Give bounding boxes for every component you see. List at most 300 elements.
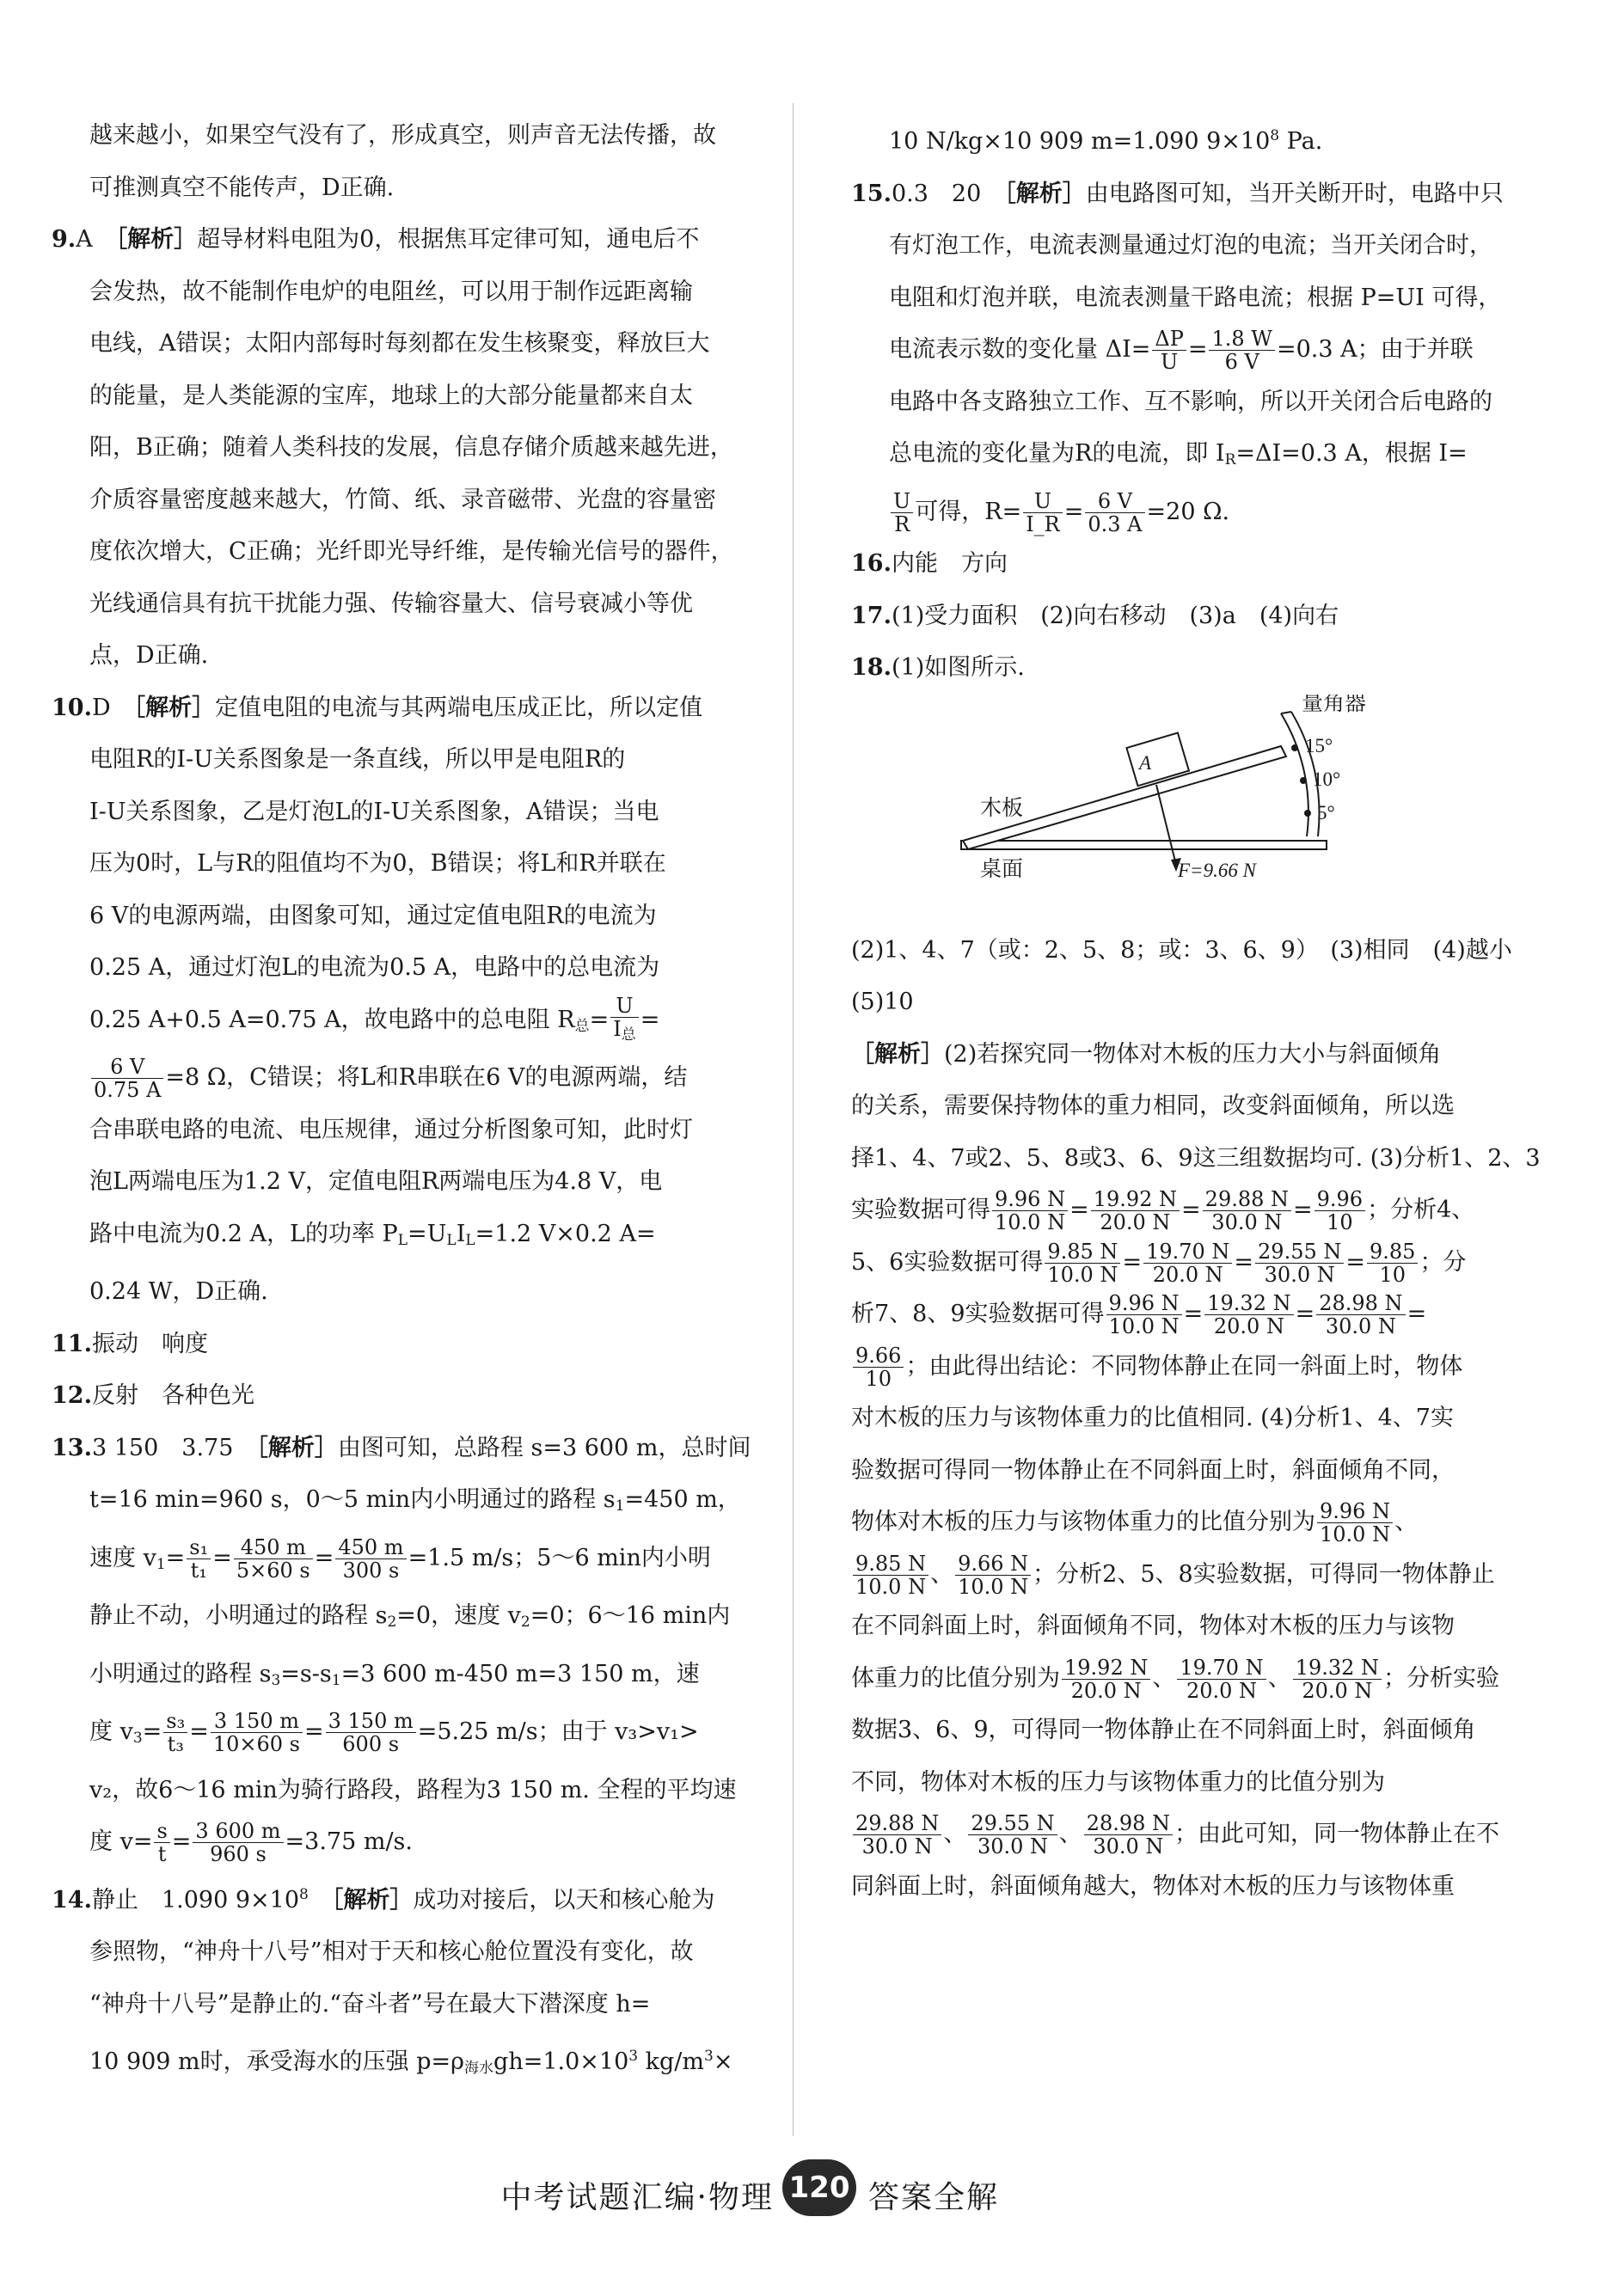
text-line: [52, 1649, 739, 1707]
subscript: 2: [520, 1614, 530, 1631]
subscript: 总: [621, 1026, 636, 1044]
force-arrow: [1156, 785, 1176, 865]
text-fragment: 可得，R=: [915, 498, 1022, 525]
numerator: 29.88 N: [1203, 1188, 1291, 1211]
item-number: 13.: [52, 1434, 92, 1461]
subscript: L: [446, 1231, 457, 1249]
text-fragment: t=16 min=960 s，0～5 min内小明通过的路程 s: [89, 1486, 616, 1513]
subscript: L: [397, 1231, 408, 1249]
fraction: [955, 1552, 1031, 1598]
text-line: 数据3、6、9，可得同一物体静止在不同斜面上时，斜面倾角: [851, 1717, 1476, 1743]
text-line: $\frac{9.85 N}{10.0 N}$ 、 $\frac{9.66 N}{10.0 N}$ ；分析2、5、8实验数据，可得同一物体静止: [851, 1549, 1513, 1601]
fraction: [211, 1710, 303, 1755]
text-fragment: =450 m，: [624, 1486, 741, 1513]
denominator: 20.0 N: [1152, 1262, 1223, 1287]
denominator: I_R: [1026, 511, 1060, 536]
text-line: 点，D正确.: [89, 642, 209, 669]
angle-5-label: 5°: [1317, 801, 1335, 824]
text-fragment: 析7、8、9实验数据可得: [851, 1301, 1105, 1327]
denominator: 10.0 N: [958, 1574, 1029, 1599]
item-number: 17.: [851, 602, 892, 629]
text-line: 电流表示数的变化量 ΔI= $\frac{\Delta P}{U}$ = $\frac{1.8 W}{6 V}$ =0.3 A；由于并联: [889, 327, 1474, 374]
fraction: [1316, 1292, 1405, 1338]
fraction: [1091, 1188, 1180, 1234]
answer-value: 0.3 20: [891, 180, 982, 207]
text-fragment: gh=1.0×10: [493, 2048, 629, 2075]
text-fragment: 总电流的变化量为R的电流，即 I: [889, 440, 1225, 467]
answer-item-12: [52, 1370, 739, 1423]
analysis-tag: ［解析］: [851, 1040, 944, 1068]
text-fragment: kg/m: [638, 2048, 705, 2075]
item-number: 11.: [52, 1330, 92, 1357]
numerator: 3 150 m: [211, 1710, 303, 1733]
fraction: [1315, 1188, 1365, 1234]
answer-value: 静止 1.090 9×10: [91, 1886, 300, 1914]
book-title: 中考试题汇编·物理: [500, 2180, 774, 2215]
text-line: 0.25 A，通过灯泡L的电流为0.5 A，电路中的总电流为: [89, 954, 660, 981]
fraction: [193, 1820, 283, 1865]
text-fragment: I: [456, 1220, 466, 1247]
text-line: 对木板的压力与该物体重力的比值相同. (4)分析1、4、7实: [851, 1405, 1454, 1431]
text-fragment: 静止不动，小明通过的路程 s: [89, 1602, 388, 1629]
text-fragment: 10 909 m时，承受海水的压强 p=ρ: [89, 2048, 465, 2075]
protractor-arc: [1281, 713, 1308, 836]
fraction: [610, 995, 638, 1046]
numerator: U: [610, 995, 638, 1018]
text-line: [52, 214, 739, 266]
text-line: 实验数据可得 $\frac{9.96 N}{10.0 N}$ = $\frac{19.92 N}{20.0 N}$ = $\frac{29.88 N}{30.0 N}$ = $\frac{9.96}{10}$ ；分析4、: [851, 1187, 1475, 1234]
text-fragment: 实验数据可得: [851, 1197, 990, 1223]
text-fragment: ；由此得出结论：不同物体静止在同一斜面上时，物体: [905, 1352, 1463, 1380]
answer-item-17: [851, 591, 1513, 643]
section-title: 答案全解: [868, 2180, 1000, 2215]
numerator: 19.32 N: [1293, 1656, 1382, 1680]
fraction: [1255, 1240, 1344, 1286]
text-line: 泡L两端电压为1.2 V，定值电阻R两端电压为4.8 V，电: [89, 1168, 663, 1195]
subscript: 总: [574, 1017, 590, 1035]
numerator: 19.92 N: [1062, 1656, 1150, 1680]
superscript: 8: [299, 1885, 309, 1903]
text-fragment: =0.3 A；由于并联: [1276, 336, 1474, 363]
numerator: 9.96 N: [992, 1188, 1068, 1211]
subscript: 3: [271, 1671, 281, 1689]
text-line: $\frac{29.88 N}{30.0 N}$ 、 $\frac{29.55 N}{30.0 N}$ 、 $\frac{28.98 N}{30.0 N}$ ；由此可知，同一物体静止在不: [851, 1809, 1513, 1861]
text-line: “神舟十八号”是静止的.“奋斗者”号在最大下潜深度 h=: [89, 1990, 651, 2018]
text-line: [52, 683, 739, 735]
item-number: 16.: [851, 550, 892, 577]
numerator: 9.85: [1367, 1240, 1418, 1264]
text-fragment: Pa.: [1279, 128, 1323, 155]
answer-item-9: [52, 214, 739, 683]
text-line: [851, 1029, 1513, 1081]
denominator: 10: [865, 1366, 892, 1391]
numerator: ΔP: [1152, 328, 1186, 351]
text-line: 6 V的电源两端，由图象可知，通过定值电阻R的电流为: [89, 902, 657, 929]
text-line: 的关系，需要保持物体的重力相同，改变斜面倾角，所以选: [851, 1093, 1455, 1119]
text-line: 的能量，是人类能源的宝库，地球上的大部分能量都来自太: [89, 382, 693, 409]
numerator: 19.70 N: [1143, 1240, 1232, 1264]
denominator: 20.0 N: [1186, 1678, 1258, 1703]
text-fragment: =: [1406, 1301, 1427, 1327]
numerator: 3 600 m: [193, 1820, 283, 1843]
superscript: 3: [628, 2048, 639, 2065]
text-line: 电阻R的I-U关系图象是一条直线，所以甲是电阻R的: [89, 746, 626, 773]
denominator: 10.0 N: [995, 1210, 1066, 1234]
symbol: I: [613, 1017, 622, 1041]
text-fragment: 电流表示数的变化量 ΔI=: [889, 336, 1151, 363]
numerator: 19.32 N: [1204, 1292, 1293, 1315]
answer-item-16: [851, 538, 1513, 591]
denominator: 10.0 N: [1047, 1262, 1118, 1287]
denominator: t: [157, 1842, 167, 1866]
desk-surface: [961, 841, 1327, 849]
fraction: [1204, 1292, 1293, 1338]
text-line: $\frac{U}{R}$ 可得，R= $\frac{U}{I\_R}$ = $\frac{6 V}{0.3 A}$ =20 Ω.: [851, 487, 1513, 539]
analysis-tag: ［解析］: [256, 1434, 338, 1461]
text-line: [851, 1341, 1513, 1393]
page-footer: [0, 2158, 1624, 2226]
denominator: R: [894, 511, 910, 536]
text-fragment: =: [640, 1006, 660, 1033]
text-fragment: 10 N/kg×10 909 m=1.090 9×10: [889, 128, 1271, 155]
denominator: 30.0 N: [1325, 1314, 1396, 1338]
fraction: [1106, 1292, 1182, 1338]
text-line: 会发热，故不能制作电炉的电阻丝，可以用于制作远距离输: [89, 278, 693, 305]
subscript: 1: [156, 1555, 166, 1573]
answer-value: (1)受力面积 (2)向右移动 (3)a (4)向右: [891, 602, 1339, 629]
text-line: 电路中各支路独立工作、互不影响，所以开关闭合后电路的: [889, 388, 1492, 415]
left-column: [52, 110, 751, 2095]
text-line: 5、6实验数据可得 $\frac{9.85 N}{10.0 N}$ = $\frac{19.70 N}{20.0 N}$ = $\frac{29.55 N}{30.0 N}$ = $\frac{9.85}{10}$ ；分: [851, 1239, 1467, 1287]
text-fragment: 由图可知，总路程 s=3 600 m，总时间: [337, 1434, 751, 1461]
text-line: 0.24 W，D正确.: [89, 1278, 268, 1305]
fraction: [1152, 328, 1186, 373]
fraction: [968, 1812, 1057, 1858]
text-line: [52, 2030, 739, 2095]
numerator: 19.70 N: [1177, 1656, 1265, 1680]
text-fragment: =: [589, 1006, 610, 1033]
text-line: 速度 $v_1=$ $\frac{\text{s₁}}{\text{t₁}}$ = $\frac{450 m}{5\times 60 s}$ = $\frac{450 m}{300 s}$ =1.5 m/s；5～6 min内小明: [89, 1534, 711, 1583]
denominator: 20.0 N: [1100, 1210, 1171, 1234]
text-fragment: =0，速度 v: [396, 1602, 521, 1629]
board-label: 木板: [980, 796, 1024, 820]
denominator: 0.3 A: [1088, 511, 1143, 536]
denominator: 30.0 N: [977, 1834, 1049, 1859]
text-fragment: =3 600 m-450 m=3 150 m，速: [340, 1660, 700, 1687]
denominator: U: [1161, 350, 1179, 374]
text-line: 度依次增大，C正确；光纤即光导纤维，是传输光信号的器件，: [89, 538, 734, 565]
text-line: 介质容量密度越来越大，竹简、纸、录音磁带、光盘的容量密: [89, 486, 716, 513]
protractor-edge: [1281, 712, 1291, 713]
answer-item-13: [52, 1423, 751, 1869]
fraction: [1085, 490, 1144, 536]
answer-value: 内能 方向: [891, 550, 1008, 577]
numerator: 29.55 N: [968, 1812, 1057, 1835]
text-line: 越来越小，如果空气没有了，形成真空，则声音无法传播，故: [89, 122, 716, 149]
text-line: [52, 1474, 739, 1533]
text-fragment: ；分析4、: [1367, 1197, 1475, 1223]
numerator: 28.98 N: [1316, 1292, 1405, 1315]
fraction: [1209, 328, 1274, 373]
text-line: [52, 995, 739, 1053]
right-column: [851, 110, 1541, 1913]
item-number: 12.: [52, 1382, 92, 1409]
numerator: 29.88 N: [853, 1812, 941, 1835]
text-line: (5)10: [851, 989, 914, 1015]
text-fragment: 由电路图可知，当开关断开时，电路中只: [1085, 180, 1504, 207]
block-a-label: A: [1139, 751, 1152, 774]
fraction: [1084, 1812, 1173, 1858]
numerator: 19.92 N: [1091, 1188, 1180, 1211]
numerator: 450 m: [335, 1536, 406, 1559]
denominator: 10.0 N: [855, 1574, 927, 1599]
denominator: 30.0 N: [1264, 1262, 1335, 1287]
numerator: 6 V: [1085, 490, 1144, 513]
fraction: [154, 1820, 169, 1865]
subscript: R: [1224, 451, 1236, 468]
numerator: 9.85 N: [853, 1552, 928, 1576]
item-number: 9.: [52, 226, 77, 253]
numerator: 3 150 m: [326, 1710, 416, 1733]
superscript: 3: [704, 2048, 714, 2065]
text-line: 定值电阻的电流与其两端电压成正比，所以定值: [215, 694, 703, 721]
text-line: [851, 110, 1513, 168]
text-line: [52, 1590, 739, 1649]
superscript: 8: [1270, 127, 1280, 144]
denominator: 10×60 s: [212, 1732, 300, 1756]
subscript: 3: [132, 1730, 143, 1747]
fraction: [187, 1536, 211, 1582]
numerator: 29.55 N: [1255, 1240, 1344, 1264]
incline-diagram: [851, 695, 1513, 925]
text-fragment: 路中电流为0.2 A，L的功率 P: [89, 1220, 398, 1247]
denominator: 30.0 N: [1211, 1210, 1283, 1234]
fraction: [891, 490, 913, 536]
denominator: 20.0 N: [1302, 1678, 1373, 1703]
text-fragment: =5.25 m/s；由于 v₃>v₁>: [417, 1718, 699, 1745]
denominator: 0.75 A: [94, 1078, 162, 1102]
subscript: 1: [331, 1671, 341, 1689]
text-line: 不同，物体对木板的压力与该物体重力的比值分别为: [851, 1768, 1385, 1796]
denominator: 960 s: [210, 1842, 267, 1866]
text-line: [52, 1209, 739, 1267]
numerator: 6 V: [91, 1056, 163, 1079]
text-fragment: 度 v=: [89, 1828, 153, 1855]
text-line: 可推测真空不能传声，D正确.: [89, 174, 395, 201]
fraction: [1367, 1240, 1418, 1286]
analysis-tag: ［解析］: [115, 226, 198, 253]
numerator: s₁: [187, 1536, 211, 1559]
text-fragment: 体重力的比值分别为: [851, 1664, 1060, 1692]
denominator: 10: [1379, 1262, 1406, 1287]
text-line: 超导材料电阻为0，根据焦耳定律可知，通电后不: [197, 226, 700, 253]
numerator: 9.96: [1315, 1188, 1365, 1211]
answer-value: D: [91, 694, 111, 721]
text-fragment: =1.5 m/s；5～6 min内小明: [408, 1544, 711, 1571]
text-line: [52, 1423, 751, 1475]
numerator: U: [891, 490, 913, 513]
fraction: [326, 1710, 416, 1755]
numerator: 9.96 N: [1317, 1500, 1393, 1523]
text-fragment: 、: [1394, 1509, 1419, 1535]
text-line: v₂，故6～16 min为骑行路段，路程为3 150 m. 全程的平均速: [89, 1776, 737, 1803]
text-fragment: ；分: [1419, 1248, 1467, 1276]
analysis-tag: ［解析］: [1004, 180, 1086, 207]
text-line: 度 $v_3=$ $\frac{\text{s₃}}{\text{t₃}}$ = $\frac{3 150 m}{10\times 60 s}$ = $\frac{3 150 m}{600 s}$ =5.25 m/s；由于 v₃>v₁>: [89, 1709, 699, 1756]
item-number: 14.: [52, 1886, 92, 1914]
item-number: 15.: [851, 180, 892, 207]
denominator: 600 s: [342, 1732, 400, 1756]
text-line: 参照物，“神舟十八号”相对于天和核心舱位置没有变化，故: [89, 1938, 694, 1965]
text-fragment: 物体对木板的压力与该物体重力的比值分别为: [851, 1509, 1315, 1535]
text-line: [851, 642, 1513, 695]
subscript: 1: [615, 1497, 625, 1515]
text-line: 验数据可得同一物体静止在不同斜面上时，斜面倾角不同，: [851, 1456, 1455, 1484]
force-label: F=9.66 N: [1178, 859, 1256, 881]
text-line: [52, 1052, 739, 1105]
answer-item-11: [52, 1319, 739, 1371]
numerator: 9.96 N: [1106, 1292, 1182, 1315]
fraction: [853, 1552, 928, 1598]
page-number: 120: [782, 2159, 856, 2216]
text-fragment: =s-s: [280, 1660, 332, 1687]
fraction: [853, 1344, 904, 1390]
text-fragment: ；分析实验: [1383, 1664, 1500, 1692]
answer-value: 3 150 3.75: [91, 1434, 234, 1461]
denominator: t₁: [190, 1558, 207, 1583]
analysis-tag: ［解析］: [331, 1886, 414, 1914]
text-fragment: =8 Ω，C错误；将L和R串联在6 V的电源两端，结: [165, 1064, 688, 1091]
text-fragment: 0.25 A+0.5 A=0.75 A，故电路中的总电阻 R: [89, 1006, 575, 1033]
fraction: [1293, 1656, 1382, 1702]
numerator: 9.85 N: [1045, 1240, 1120, 1264]
desk-label: 桌面: [980, 857, 1024, 881]
column-divider: [793, 103, 794, 2136]
text-line: 电阻和灯泡并联，电流表测量干路电流；根据 P=UI 可得，: [889, 284, 1502, 311]
text-line: 同斜面上时，斜面倾角越大，物体对木板的压力与该物体重: [851, 1872, 1455, 1900]
text-fragment: ×: [713, 2048, 733, 2075]
denominator: 10: [1327, 1210, 1353, 1234]
text-fragment: (2)若探究同一物体对木板的压力大小与斜面倾角: [944, 1040, 1442, 1068]
text-fragment: 速度 v: [89, 1544, 156, 1571]
fraction: [1062, 1656, 1150, 1702]
answer-item-18: [851, 642, 1541, 1913]
numerator: 28.98 N: [1084, 1812, 1173, 1835]
numerator: 1.8 W: [1209, 328, 1274, 351]
denominator: 20.0 N: [1070, 1678, 1142, 1703]
analysis-tag: ［解析］: [133, 694, 216, 721]
text-fragment: =20 Ω.: [1146, 498, 1230, 525]
denominator: 10.0 N: [1320, 1522, 1391, 1546]
fraction: [234, 1536, 313, 1582]
item-number: 10.: [52, 694, 92, 721]
fraction: [1045, 1240, 1120, 1286]
text-fragment: 5、6实验数据可得: [851, 1248, 1044, 1276]
text-fragment: =U: [408, 1220, 447, 1247]
text-fragment: ；由此可知，同一物体静止在不: [1174, 1821, 1500, 1847]
text-fragment: 小明通过的路程 s: [89, 1660, 272, 1687]
text-line: [851, 428, 1513, 487]
answer-value: A: [76, 226, 93, 253]
answer-item-14: [52, 1869, 739, 2095]
fraction: [992, 1188, 1068, 1234]
answer-item-10: [52, 683, 739, 1319]
fraction: [1177, 1656, 1265, 1702]
answer-value: 反射 各种色光: [91, 1382, 254, 1409]
subscript: 海水: [464, 2060, 494, 2077]
denominator: 6 V: [1224, 350, 1259, 374]
numerator: 450 m: [234, 1536, 313, 1559]
incline-figure: [851, 695, 1513, 925]
protractor-label: 量角器: [1302, 694, 1367, 715]
text-fragment: =1.2 V×0.2 A=: [475, 1220, 656, 1247]
text-line: [851, 1497, 1513, 1549]
text-fragment: =0；6～16 min内: [530, 1602, 731, 1629]
numerator: 9.66: [853, 1344, 904, 1368]
fraction: [1203, 1188, 1291, 1234]
text-fragment: (1)如图所示.: [891, 654, 1025, 681]
fraction: [1317, 1500, 1393, 1546]
fraction: [163, 1710, 187, 1755]
text-line: 阳，B正确；随着人类科技的发展，信息存储介质越来越先进，: [89, 434, 733, 461]
angle-10-label: 10°: [1313, 768, 1341, 790]
numerator: 9.66 N: [955, 1552, 1031, 1576]
text-line: 体重力的比值分别为 $\frac{19.92 N}{20.0 N}$ 、 $\frac{19.70 N}{20.0 N}$ 、 $\frac{19.32 N}{20.0 N}$ ；分析实验: [851, 1655, 1500, 1703]
text-line: [52, 1869, 739, 1927]
denominator: t₃: [167, 1732, 184, 1756]
denominator: 20.0 N: [1213, 1314, 1284, 1338]
text-fragment: =ΔI=0.3 A，根据 I=: [1235, 440, 1468, 467]
text-line: 度 v= $\frac{s}{t}$ = $\frac{3 600 m}{960 s}$ =3.75 m/s.: [89, 1819, 413, 1866]
text-line: 在不同斜面上时，斜面倾角不同，物体对木板的压力与该物: [851, 1613, 1455, 1639]
denominator: 30.0 N: [1093, 1834, 1164, 1859]
text-line: I-U关系图象，乙是灯泡L的I-U关系图象，A错误；当电: [89, 798, 659, 825]
denominator: 10.0 N: [1108, 1314, 1180, 1338]
tick-15: [1291, 744, 1298, 751]
text-line: 压为0时，L与R的阻值均不为0，B错误；将L和R并联在: [89, 850, 666, 877]
text-fragment: =3.75 m/s.: [285, 1828, 413, 1855]
fraction: [853, 1812, 941, 1858]
text-line: 合串联电路的电流、电压规律，通过分析图象可知，此时灯: [89, 1116, 693, 1143]
answer-item-15: [851, 168, 1513, 539]
tick-5: [1304, 810, 1311, 817]
subscript: 2: [387, 1614, 397, 1631]
text-line: 析7、8、9实验数据可得 $\frac{9.96 N}{10.0 N}$ = $\frac{19.32 N}{20.0 N}$ = $\frac{28.98 N}{30.0 N}$ =: [851, 1291, 1427, 1338]
text-line: (2)1、4、7（或：2、5、8；或：3、6、9） (3)相同 (4)越小: [851, 936, 1512, 964]
answer-value: 振动 响度: [91, 1330, 208, 1357]
denominator: [610, 1018, 638, 1046]
subscript: L: [465, 1231, 475, 1249]
denominator: 5×60 s: [236, 1558, 310, 1583]
numerator: s₃: [163, 1710, 187, 1733]
numerator: U: [1023, 490, 1063, 513]
fraction: [335, 1536, 406, 1582]
text-fragment: 成功对接后，以天和核心舱为: [413, 1886, 715, 1914]
fraction: [91, 1056, 163, 1101]
text-line: 光线通信具有抗干扰能力强、传输容量大、信号衰减小等优: [89, 590, 693, 617]
fraction: [1143, 1240, 1232, 1286]
text-line: 择1、4、7或2、5、8或3、6、9这三组数据均可. (3)分析1、2、3: [851, 1144, 1541, 1172]
text-line: 有灯泡工作，电流表测量通过灯泡的电流；当开关闭合时，: [889, 232, 1492, 259]
angle-15-label: 15°: [1305, 734, 1333, 756]
item-number: 18.: [851, 654, 892, 681]
text-fragment: 度 v: [89, 1718, 133, 1745]
numerator: s: [154, 1820, 169, 1843]
tick-10: [1300, 777, 1307, 784]
denominator: 300 s: [342, 1558, 400, 1583]
fraction: [1023, 490, 1063, 536]
denominator: 30.0 N: [861, 1834, 933, 1859]
